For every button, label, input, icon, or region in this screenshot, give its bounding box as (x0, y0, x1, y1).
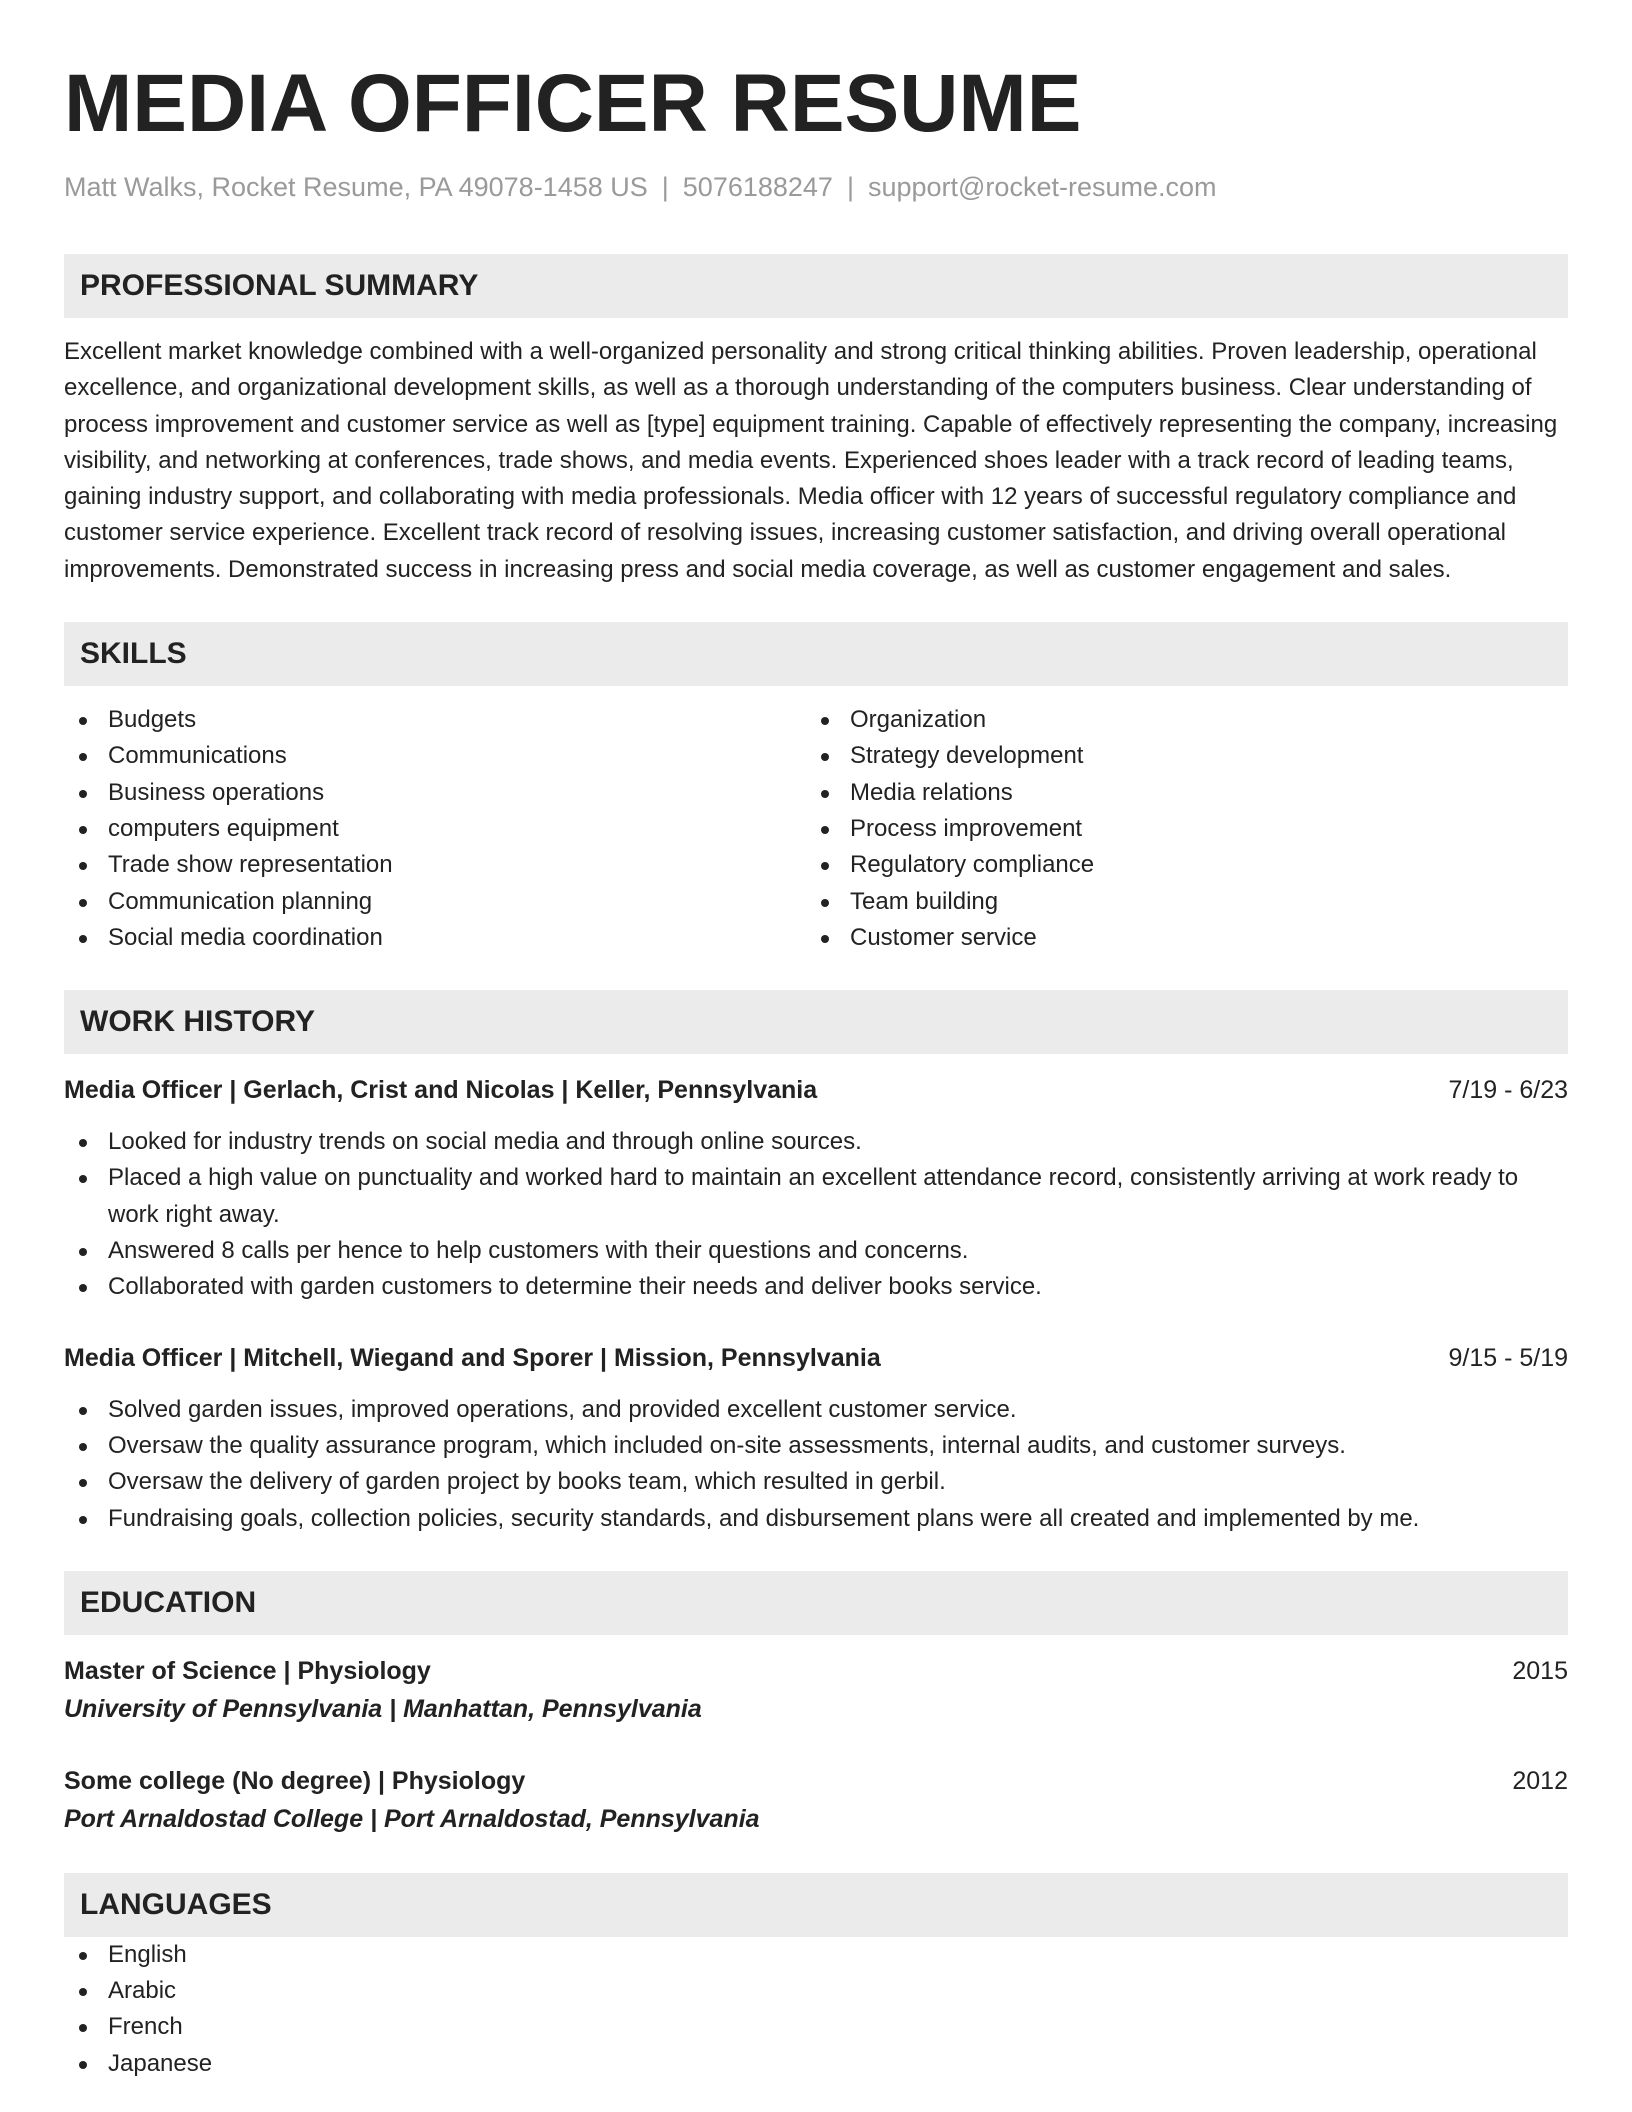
education-degree: Some college (No degree) | Physiology (64, 1766, 526, 1795)
language-item: Arabic (64, 1973, 1568, 2009)
skills-column-right (806, 702, 1548, 956)
skill-item: Process improvement (806, 811, 1548, 847)
language-item: French (64, 2009, 1568, 2045)
job-entry (64, 1072, 1568, 1305)
contact-address: Matt Walks, Rocket Resume, PA 49078-1458 US (64, 172, 648, 202)
skill-item: Team building (806, 884, 1548, 920)
languages-list (64, 1937, 1568, 2082)
skill-item: Communication planning (64, 884, 806, 920)
job-title: Media Officer | Gerlach, Crist and Nicolas | Keller, Pennsylvania (64, 1076, 818, 1105)
education-year: 2012 (1512, 1766, 1568, 1795)
job-bullet: Answered 8 calls per hence to help customers with their questions and concerns. (64, 1233, 1568, 1269)
job-bullets (64, 1124, 1568, 1305)
education-school: Port Arnaldostad College | Port Arnaldostad, Pennsylvania (64, 1804, 760, 1833)
language-item: English (64, 1937, 1568, 1973)
skill-item: Social media coordination (64, 920, 806, 956)
education-entry (64, 1653, 1568, 1729)
resume-title: MEDIA OFFICER RESUME (64, 58, 1082, 149)
job-date: 7/19 - 6/23 (1448, 1076, 1568, 1105)
skill-item: Business operations (64, 775, 806, 811)
education-entry (64, 1763, 1568, 1839)
skill-item: Strategy development (806, 738, 1548, 774)
job-date: 9/15 - 5/19 (1448, 1343, 1568, 1372)
contact-phone: 5076188247 (682, 172, 833, 202)
job-bullets (64, 1392, 1568, 1537)
section-header-work-history: WORK HISTORY (64, 990, 1568, 1054)
section-header-skills: SKILLS (64, 622, 1568, 686)
job-header (64, 1072, 1568, 1108)
contact-email[interactable]: support@rocket-resume.com (867, 172, 1217, 202)
skill-item: Customer service (806, 920, 1548, 956)
section-header-languages: LANGUAGES (64, 1873, 1568, 1937)
skill-item: Budgets (64, 702, 806, 738)
job-header (64, 1340, 1568, 1376)
job-entry (64, 1340, 1568, 1537)
job-bullet: Looked for industry trends on social media and through online sources. (64, 1124, 1568, 1160)
contact-separator: | (661, 172, 669, 202)
skills-grid (64, 702, 1568, 956)
section-header-summary: PROFESSIONAL SUMMARY (64, 254, 1568, 318)
education-header (64, 1763, 1568, 1799)
skill-item: computers equipment (64, 811, 806, 847)
skill-item: Organization (806, 702, 1548, 738)
skills-column-left (64, 702, 806, 956)
job-bullet: Collaborated with garden customers to determine their needs and deliver books service. (64, 1269, 1568, 1305)
contact-separator: | (846, 172, 854, 202)
education-year: 2015 (1512, 1656, 1568, 1685)
skill-item: Media relations (806, 775, 1548, 811)
job-bullet: Placed a high value on punctuality and worked hard to maintain an excellent attendance record, consistently arriving at work ready to work right away. (64, 1160, 1568, 1233)
skill-item: Trade show representation (64, 847, 806, 883)
education-degree: Master of Science | Physiology (64, 1656, 431, 1685)
education-school: University of Pennsylvania | Manhattan, Pennsylvania (64, 1694, 702, 1723)
job-bullet: Fundraising goals, collection policies, security standards, and disbursement plans were all created and implemented by me. (64, 1501, 1568, 1537)
job-bullet: Solved garden issues, improved operations, and provided excellent customer service. (64, 1392, 1568, 1428)
education-header (64, 1653, 1568, 1689)
job-title: Media Officer | Mitchell, Wiegand and Sporer | Mission, Pennsylvania (64, 1343, 881, 1372)
job-bullet: Oversaw the quality assurance program, which included on-site assessments, internal audits, and customer surveys. (64, 1428, 1568, 1464)
contact-line (64, 170, 1568, 204)
skill-item: Regulatory compliance (806, 847, 1548, 883)
summary-text: Excellent market knowledge combined with a well-organized personality and strong critical thinking abilities. Proven leadership, operational excellence, and organizational development skills, as well as a thorough understanding of the computers business. Clear understanding of process improvement and customer service as well as [type] equipment training. Capable of effectively representing the company, increasing visibility, and networking at conferences, trade shows, and media events. Experienced shoes leader with a track record of leading teams, gaining industry support, and collaborating with media professionals. Media officer with 12 years of successful regulatory compliance and customer service experience. Excellent track record of resolving issues, increasing customer satisfaction, and driving overall operational improvements. Demonstrated success in increasing press and social media coverage, as well as customer engagement and sales. (64, 338, 1558, 583)
skill-item: Communications (64, 738, 806, 774)
language-item: Japanese (64, 2046, 1568, 2082)
section-header-education: EDUCATION (64, 1571, 1568, 1635)
job-bullet: Oversaw the delivery of garden project by books team, which resulted in gerbil. (64, 1464, 1568, 1500)
